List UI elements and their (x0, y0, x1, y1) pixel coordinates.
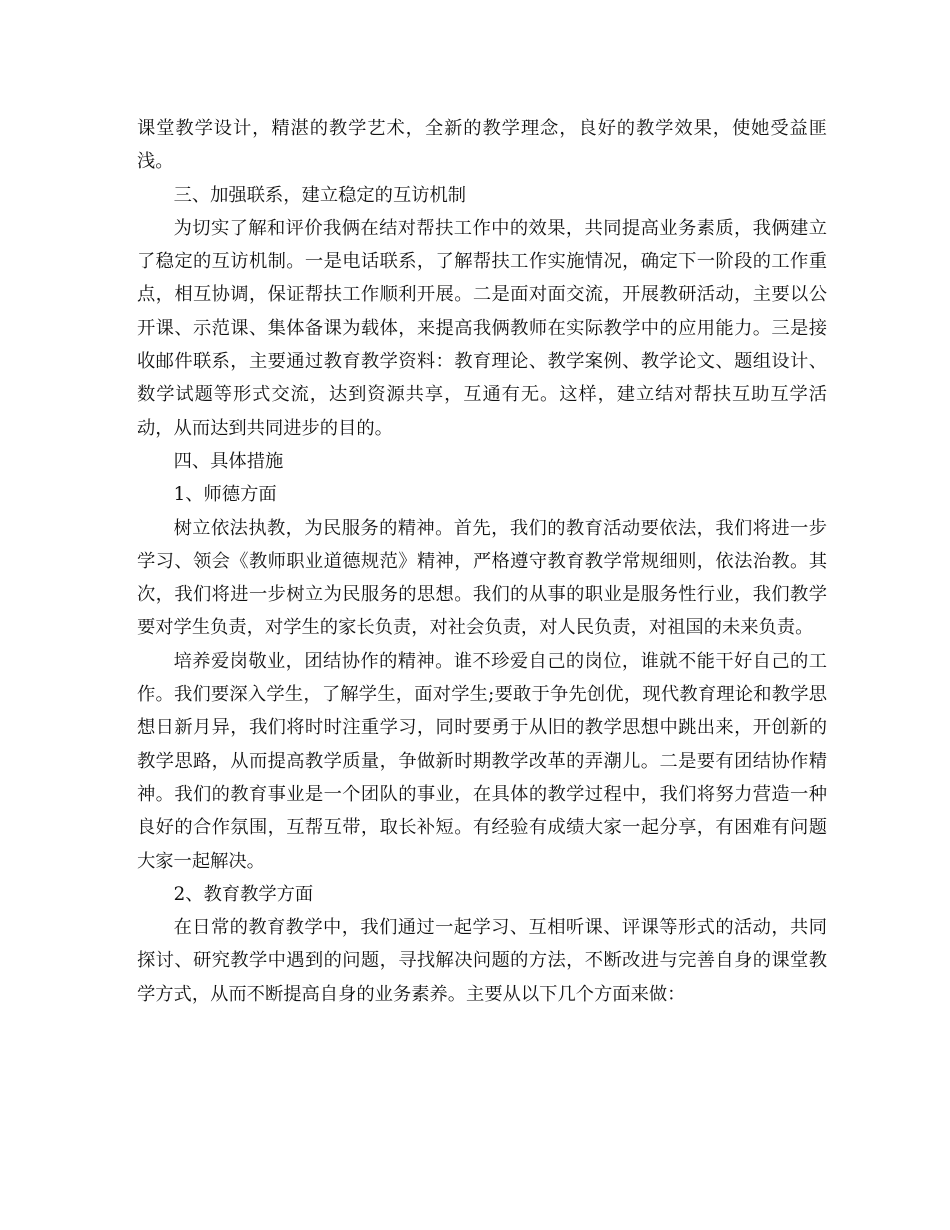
paragraph-body: 树立依法执教，为民服务的精神。首先，我们的教育活动要依法，我们将进一步学习、领会《教师职业道德规范》精神，严格遵守教育教学常规细则，依法治教。其次，我们将进一步树立为民服务的思想。我们的从事的职业是服务性行业，我们教学要对学生负责，对学生的家长负责，对社会负责，对人民负责，对祖国的未来负责。 (137, 517, 827, 639)
subsection-heading-1: 1、师德方面 (173, 484, 277, 506)
subsection-heading-2: 2、教育教学方面 (173, 883, 314, 905)
paragraph-continuation: 课堂教学设计，精湛的教学艺术，全新的教学理念，良好的教学效果，使她受益匪浅。 (137, 118, 827, 173)
paragraph-body: 为切实了解和评价我俩在结对帮扶工作中的效果，共同提高业务素质，我俩建立了稳定的互访机制。一是电话联系，了解帮扶工作实施情况，确定下一阶段的工作重点，相互协调，保证帮扶工作顺利开展。二是面对面交流，开展教研活动，主要以公开课、示范课、集体备课为载体，来提高我俩教师在实际教学中的应用能力。三是接收邮件联系，主要通过教育教学资料：教育理论、教学案例、教学论文、题组设计、数学试题等形式交流，达到资源共享，互通有无。这样，建立结对帮扶互助互学活动，从而达到共同进步的目的。 (137, 217, 827, 439)
document-body (137, 112, 827, 1011)
section-heading-4: 四、具体措施 (173, 450, 284, 472)
paragraph-body: 在日常的教育教学中，我们通过一起学习、互相听课、评课等形式的活动，共同探讨、研究教学中遇到的问题，寻找解决问题的方法，不断改进与完善自身的课堂教学方式，从而不断提高自身的业务素养。主要从以下几个方面来做： (137, 917, 827, 1005)
paragraph-body: 培养爱岗敬业，团结协作的精神。谁不珍爱自己的岗位，谁就不能干好自己的工作。我们要深入学生，了解学生，面对学生;要敢于争先创优，现代教育理论和教学思想日新月异，我们将时时注重学习，同时要勇于从旧的教学思想中跳出来，开创新的教学思路，从而提高教学质量，争做新时期教学改革的弄潮儿。二是要有团结协作精神。我们的教育事业是一个团队的事业，在具体的教学过程中，我们将努力营造一种良好的合作氛围，互帮互带，取长补短。有经验有成绩大家一起分享，有困难有问题大家一起解决。 (137, 650, 827, 872)
section-heading-3: 三、加强联系，建立稳定的互访机制 (173, 184, 467, 206)
